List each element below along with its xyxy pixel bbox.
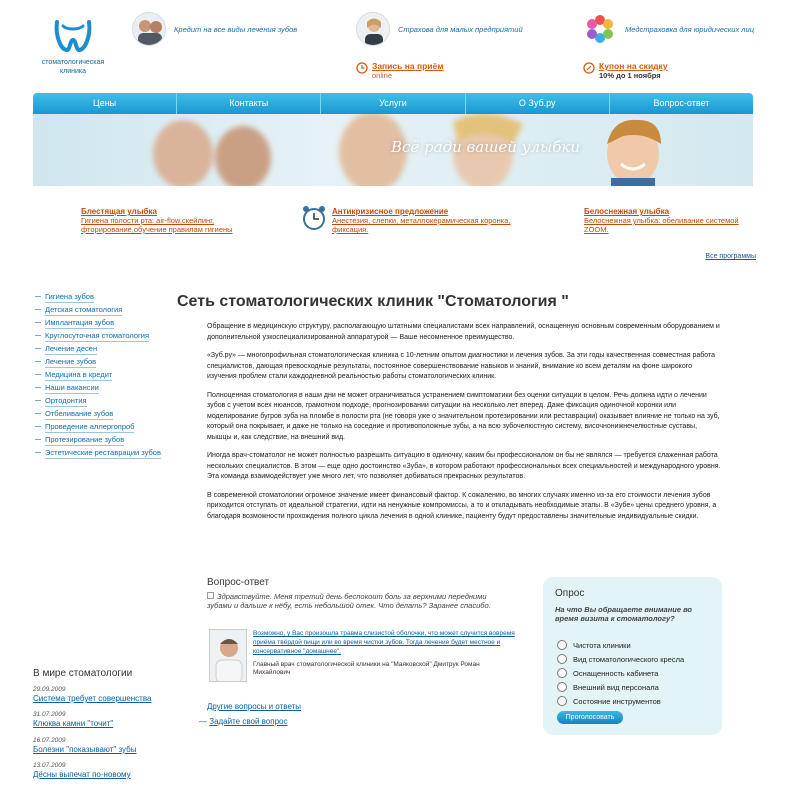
nav-faq[interactable]: Вопрос-ответ bbox=[653, 98, 710, 108]
radio-button[interactable] bbox=[557, 696, 567, 706]
news-date: 13.07.2009 bbox=[33, 762, 66, 769]
main-nav bbox=[33, 93, 753, 114]
menu-item[interactable]: Лечение зубов bbox=[33, 357, 163, 366]
qa-question: Здравствуйте. Меня третий день беспокоит боль за верхними передними зубами и дальше к нёбу, есть небольшой отек. Что делать? Заранее спасибо. bbox=[207, 592, 491, 610]
poll-question: На что Вы обращаете внимание во время визита к стоматологу? bbox=[555, 605, 692, 623]
qa-doctor-signature: Главный врач стоматологической клиники на "Маяковской" Дмитрук Роман Михайлович bbox=[253, 661, 480, 676]
colorful-flower-icon bbox=[583, 12, 617, 46]
alarm-clock-icon bbox=[301, 204, 327, 232]
promo-shining-smile-text[interactable]: Гигиена полости рта: air-flow,скейлинг, фторирование,обучение правилам гигиены bbox=[81, 216, 233, 234]
businesswoman-photo bbox=[356, 12, 390, 46]
poll-option[interactable]: Чистота клиники bbox=[557, 640, 631, 650]
article-paragraph: Обращение в медицинскую структуру, располагающую штатными специалистами всех направлений, оснащенную основным современным оборудованием и дополнительной узкоспециализированной аппаратурой — Ваше несомненное преимущество. bbox=[207, 323, 720, 341]
menu-item[interactable]: Детская стоматология bbox=[33, 305, 163, 314]
news-date: 31.07.2009 bbox=[33, 711, 66, 718]
menu-item[interactable]: Проведение аллергопроб bbox=[33, 422, 163, 431]
nav-prices[interactable]: Цены bbox=[33, 93, 177, 114]
coupon-link[interactable]: Купон на скидку bbox=[599, 61, 668, 71]
news-date: 16.07.2009 bbox=[33, 737, 66, 744]
family-photo bbox=[132, 12, 166, 46]
promo-white-smile-text[interactable]: Белоснежная улыбка: обеливание системой ZOOM. bbox=[584, 216, 739, 234]
poll-option[interactable]: Вид стоматологического кресла bbox=[557, 654, 684, 664]
menu-item[interactable]: Лечение десен bbox=[33, 344, 163, 353]
appointment-sub: online bbox=[372, 71, 393, 80]
services-menu bbox=[33, 292, 163, 461]
dash-icon: — bbox=[199, 717, 210, 726]
poll-option[interactable]: Внешний вид персонала bbox=[557, 682, 659, 692]
credit-link[interactable]: Кредит на все виды лечения зубов bbox=[174, 24, 298, 34]
nav-about[interactable]: О Зуб.ру bbox=[466, 93, 610, 114]
news-heading: В мире стоматологии bbox=[33, 668, 133, 679]
clock-icon bbox=[356, 62, 368, 74]
menu-item[interactable]: Протезирование зубов bbox=[33, 435, 163, 444]
article-paragraph: Полноценная стоматология в наши дни не может ограничиваться устранением симптоматики без оценки ситуации в целом. Речь должна идти о лечении зубов с учетом всех нюансов, грамотном подходе, прогнозировании ситуации на несколько лет вперед. Даже фиксация одиночной коронки или моделирование бугров зуба на пломбе в полости рта (не говоря уже о значительном протезировании или реставрации) оказывает влияние не только на зуб, который она покрывает, и даже не только на соседние и противоположные зубы, а на всю зубочелюстную систему, височнонижнечелюстные суставы, мышцы и, как следствие, на внешний вид. bbox=[207, 391, 720, 441]
promo-anticrisis-title[interactable]: Антикризисное предложение bbox=[332, 207, 449, 216]
poll-box bbox=[543, 577, 722, 735]
radio-button[interactable] bbox=[557, 668, 567, 678]
menu-item[interactable]: Круглосуточная стоматология bbox=[33, 331, 163, 340]
poll-title: Опрос bbox=[555, 588, 585, 599]
tooth-logo-icon bbox=[51, 16, 95, 54]
article-paragraph: В современной стоматологии огромное значение имеет финансовый фактор. К сожалению, во многих случаях именно из-за его стоимости лечения зубов приходится отступать от идеальной стратегии, идти на ненужные компромиссы, а то и откладывать необходимые этапы. В «Зубе» цены среднего уровня, а благодаря возможности прохождения полного цикла лечения в одной клинике, пациенту будут предоставлены значительные индивидуальные скидки. bbox=[207, 491, 717, 520]
clinic-logo[interactable] bbox=[38, 16, 108, 76]
doctor-photo bbox=[209, 629, 247, 682]
menu-item[interactable]: Наши вакансии bbox=[33, 383, 163, 392]
promo-white-smile-title[interactable]: Белоснежная улыбка bbox=[584, 207, 670, 216]
promo-shining-smile[interactable] bbox=[81, 207, 271, 234]
nav-contacts[interactable]: Контакты bbox=[177, 93, 321, 114]
radio-button[interactable] bbox=[557, 654, 567, 664]
vote-button[interactable]: Проголосовать bbox=[557, 711, 623, 724]
news-item bbox=[33, 737, 183, 755]
menu-item[interactable]: Медицина в кредит bbox=[33, 370, 163, 379]
news-link[interactable]: Клюква камни "точит" bbox=[33, 719, 114, 728]
menu-item[interactable]: Имплантация зубов bbox=[33, 318, 163, 327]
appointment-cta[interactable] bbox=[356, 61, 444, 81]
article-paragraph: «Зуб.ру» — многопрофильная стоматологическая клиника с 10-летним опытом диагностики и лечения зубов. За эти годы качественная совместная работа специалистов, дающая превосходные результаты, постоянное совершенствование навыков и знаний, внимание ко всем деталям на фоне широкого изучения проблем стали каждодневной реальностью работы стоматологических клиник. bbox=[207, 352, 716, 380]
radio-button[interactable] bbox=[557, 640, 567, 650]
promo-white-smile[interactable] bbox=[584, 207, 764, 234]
menu-item[interactable]: Отбеливание зубов bbox=[33, 409, 163, 418]
news-date: 29.09.2009 bbox=[33, 686, 66, 693]
banner-tagline: Всё ради вашей улыбки bbox=[391, 138, 580, 156]
promo-anticrisis-text[interactable]: Анестезия, слепки, металлокерамическая коронка, фиксация. bbox=[332, 216, 511, 234]
page-title: Сеть стоматологических клиник "Стоматология " bbox=[177, 293, 569, 310]
radio-button[interactable] bbox=[557, 682, 567, 692]
news-link[interactable]: Система требует совершенства bbox=[33, 694, 152, 703]
qa-heading: Вопрос-ответ bbox=[207, 577, 270, 588]
promo-shining-smile-title[interactable]: Блестящая улыбка bbox=[81, 207, 157, 216]
nav-services[interactable]: Услуги bbox=[321, 93, 465, 114]
news-item bbox=[33, 711, 183, 729]
coupon-sub: 10% до 1 ноября bbox=[599, 71, 661, 80]
credit-promo[interactable] bbox=[132, 12, 297, 46]
qa-answer-link[interactable]: Возможно, у Вас произошла травма слизистой оболочки, что может случится вовремя приёма твёрдой пищи или во время чистки зубов. Тогда лечение будет местное и консервативное "домашнее". bbox=[253, 630, 515, 655]
ask-question-link[interactable]: Задайте свой вопрос bbox=[209, 717, 288, 726]
article-body bbox=[207, 322, 721, 530]
menu-item[interactable]: Гигиена зубов bbox=[33, 292, 163, 301]
menu-item[interactable]: Эстетические реставрации зубов bbox=[33, 448, 163, 457]
more-questions-link[interactable]: Другие вопросы и ответы bbox=[207, 702, 302, 711]
corporate-link[interactable]: Медстраховка для юридических лиц bbox=[625, 24, 755, 34]
poll-option[interactable]: Состояние инструментов bbox=[557, 696, 661, 706]
corporate-promo[interactable] bbox=[583, 12, 754, 46]
promo-anticrisis[interactable] bbox=[332, 207, 542, 234]
appointment-link[interactable]: Запись на приём bbox=[372, 61, 444, 71]
coupon-icon bbox=[583, 62, 595, 74]
news-item bbox=[33, 686, 183, 704]
small-business-link[interactable]: Страхова для малых предприятий bbox=[398, 24, 523, 34]
news-item bbox=[33, 762, 183, 780]
all-programs-link[interactable]: Все программы bbox=[705, 253, 756, 260]
poll-option[interactable]: Оснащенность кабинета bbox=[557, 668, 658, 678]
menu-item[interactable]: Ортодонтия bbox=[33, 396, 163, 405]
coupon-cta[interactable] bbox=[583, 61, 668, 81]
article-paragraph: Иногда врач-стоматолог не может полностью разрешить ситуацию в одиночку, каким бы профессионалом он бы не являлся — требуется слаженная работа нескольких специалистов. В этом — еще одно достоинство «Зуба», в котором работают профессиональных всех специальностей и международного уровня. Эта команда взаимодействует уже много лет, что позволяет добиваться прекрасных результатов. bbox=[207, 452, 721, 480]
logo-text: стоматологическая клиника bbox=[41, 59, 105, 75]
ask-question[interactable] bbox=[199, 717, 288, 726]
question-icon bbox=[207, 592, 214, 599]
small-business-promo[interactable] bbox=[356, 12, 523, 46]
news-link[interactable]: Дёсны выпечат по-новому bbox=[33, 770, 131, 779]
hero-banner bbox=[33, 114, 753, 186]
news-link[interactable]: Болезни "показывают" зубы bbox=[33, 745, 137, 754]
